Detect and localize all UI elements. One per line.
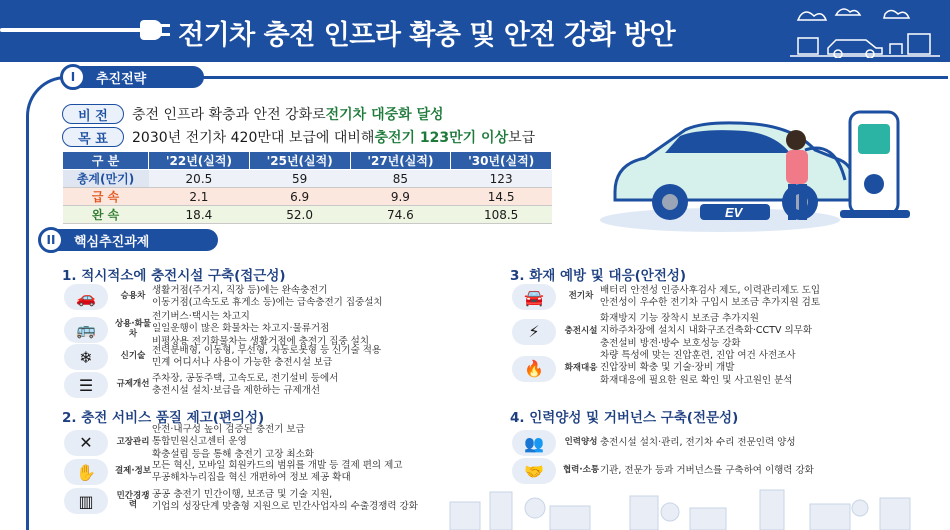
charger-target-table: [62, 151, 552, 224]
goal-badge: 목 표: [62, 127, 124, 147]
city-car-illustration-icon: [790, 4, 940, 58]
item-description: [600, 313, 812, 350]
table-header: 구 분: [63, 152, 149, 170]
item-line: 지하주차장에 설치시 내화구조건축화·CCTV 의무화: [600, 325, 813, 337]
item-label: 민간경쟁력: [116, 490, 150, 510]
category-2-title: 2. 충전 서비스 품질 제고(편의성): [62, 410, 265, 426]
list-item: [64, 372, 338, 398]
table-row: [63, 188, 552, 206]
item-line: 기업의 성장단계 맞춤형 지원으로 민간사업자의 수출경쟁력 강화: [152, 501, 418, 512]
table-cell: 123: [451, 170, 552, 188]
item-label: 규제개선: [116, 379, 150, 390]
table-cell: 52.0: [249, 206, 350, 224]
item-description: [600, 285, 820, 310]
charger-icon: ⚡: [512, 319, 556, 345]
category-3-title: 3. 화재 예방 및 대응(안전성): [510, 268, 687, 284]
list-item: [64, 344, 381, 370]
item-label: 고장관리: [116, 436, 150, 447]
table-cell: 85: [350, 170, 451, 188]
bus-icon: 🚌: [64, 317, 108, 343]
car-front-icon: 🚘: [512, 284, 556, 310]
category-4-title: 4. 인력양성 및 거버넌스 구축(전문성): [510, 410, 739, 426]
item-line: 모든 혁신, 모바일 회원카드의 범위를 개발 등 결제 편의 제고: [152, 459, 403, 471]
header-banner: [0, 0, 950, 62]
table-cell: 급 속: [63, 188, 149, 206]
vision-highlight: 전기차 대중화 달성: [325, 107, 444, 123]
plug-pin: [160, 33, 170, 36]
list-item: [64, 311, 369, 348]
item-line: 차량 특성에 맞는 진압훈련, 진압 여건 사전조사: [600, 350, 796, 361]
table-cell: 74.6: [350, 206, 451, 224]
item-description: [152, 460, 402, 485]
list-item: [64, 284, 383, 310]
table-header: '27년(실적): [350, 152, 451, 170]
plug-pin: [160, 24, 170, 27]
table-cell: 108.5: [451, 206, 552, 224]
section-2-header: [42, 229, 218, 251]
ev-charging-illustration-icon: [600, 92, 945, 237]
list-item: [512, 284, 820, 310]
vision-badge: 비 전: [62, 104, 124, 124]
plug-cable: [0, 28, 150, 32]
plug-icon: [140, 20, 162, 40]
list-item: [64, 424, 314, 461]
item-line: 배터리 안전성 인증사후검사 제도, 이력관리제도 도입: [600, 284, 821, 296]
table-cell: 14.5: [451, 188, 552, 206]
goal-text: 2030년 전기차 420만대 보급에 대비해: [132, 130, 375, 146]
item-label: 협력·소통: [562, 465, 600, 476]
item-line: 전력분배형, 이동형, 무선형, 자동로봇형 등 신기술 적용: [152, 344, 382, 356]
table-header-row: [63, 152, 552, 170]
fire-icon: 🔥: [512, 356, 556, 382]
table-cell: 18.4: [149, 206, 250, 224]
car-icon: 🚗: [64, 284, 108, 310]
hand-icon: ✋: [64, 459, 108, 485]
item-line: 일일운행이 많은 화물차는 차고지·물류거점: [152, 323, 330, 335]
item-line: 충전설비 방전·방수 보호성능 강화: [600, 337, 741, 349]
page-title: 전기차 충전 인프라 확충 및 안전 강화 방안: [178, 20, 676, 51]
table-row: [63, 170, 552, 188]
table-cell: 2.1: [149, 188, 250, 206]
item-label: 상용·화물차: [114, 319, 152, 339]
item-description: [600, 465, 814, 477]
ev-badge: EV: [725, 205, 743, 220]
chart-icon: ▥: [64, 488, 108, 514]
handshake-icon: 🤝: [512, 458, 556, 484]
section-1-label: 추진전략: [96, 71, 147, 87]
list-item: [512, 313, 812, 350]
item-description: [152, 373, 338, 398]
item-line: 무공해차누리집을 혁신 개편하여 정보 제공 확대: [152, 472, 351, 483]
city-skyline-illustration-icon: [430, 478, 950, 530]
table-cell: 총계(만기): [63, 170, 149, 188]
item-line: 비평상용 전기화물차는 생활거점에 충전기 집중 설치: [152, 335, 369, 347]
vision-text: 충전 인프라 확충과 안전 강화로: [132, 107, 326, 123]
wrench-icon: ✕: [64, 430, 108, 456]
table-header: '22년(실적): [149, 152, 250, 170]
item-line: 충전시설 설치·보급을 제한하는 규제개선: [152, 385, 321, 396]
item-line: 생활거점(주거지, 직장 등)에는 완속충전기: [152, 284, 328, 296]
item-label: 결제·정보: [114, 466, 152, 477]
table-cell: 20.5: [149, 170, 250, 188]
table-cell: 완 속: [63, 206, 149, 224]
item-label: 충전시설: [564, 325, 598, 336]
item-line: 진압장비 확충 및 기술·장비 개발: [600, 362, 735, 374]
list-item: [64, 459, 402, 485]
goal-highlight: 충전기 123만기 이상: [374, 130, 509, 146]
section-1-number: I: [60, 64, 86, 90]
list-item: [512, 430, 796, 456]
item-description: [600, 350, 796, 387]
table-header: '25년(실적): [249, 152, 350, 170]
item-label: 화재대응: [564, 362, 598, 373]
item-description: [152, 424, 314, 461]
item-line: 화재대응에 필요한 원로 확인 및 사고원인 분석: [600, 374, 793, 386]
table-cell: 6.9: [249, 188, 350, 206]
item-description: [152, 345, 381, 370]
people-icon: 👥: [512, 430, 556, 456]
item-line: 확충설립 등을 통해 충전기 고장 최소화: [152, 448, 314, 460]
table-cell: 59: [249, 170, 350, 188]
item-label: 신기술: [120, 351, 146, 362]
item-line: 공공 충전기 민간이행, 보조금 및 기술 지원,: [152, 488, 333, 500]
item-line: 주차장, 공동주택, 고속도로, 전기설비 등에서: [152, 372, 339, 384]
goal-text-end: 보급: [508, 130, 536, 146]
item-line: 민계 어디서나 사용이 가능한 충전시설 보급: [152, 357, 333, 368]
item-label: 인력양성: [564, 437, 598, 448]
item-line: 충전시설 설치·관리, 전기차 수리 전문인력 양성: [600, 436, 796, 448]
list-item: [64, 488, 418, 514]
item-line: 전기버스·택시는 차고지: [152, 311, 250, 322]
category-1-title: 1. 적시적소에 충전시설 구축(접근성): [62, 268, 286, 284]
item-line: 기관, 전문가 등과 거버넌스를 구축하여 이행력 강화: [600, 464, 814, 476]
item-line: 통합민원신고센터 운영: [152, 436, 247, 448]
item-line: 이동거점(고속도로 휴게소 등)에는 급속충전기 집중설치: [152, 297, 383, 308]
item-description: [152, 285, 383, 310]
section-2-number: II: [38, 227, 64, 253]
item-description: [600, 437, 796, 449]
item-line: 안전·내구성 높이 검증된 충전기 보급: [152, 424, 305, 435]
section-2-label: 핵심추진과제: [74, 234, 150, 250]
item-description: [152, 311, 369, 348]
table-header: '30년(실적): [451, 152, 552, 170]
item-description: [152, 489, 418, 514]
table-cell: 9.9: [350, 188, 451, 206]
document-icon: ☰: [64, 372, 108, 398]
list-item: [512, 350, 796, 387]
section-1-header: [64, 66, 204, 88]
item-label: 전기차: [568, 291, 594, 302]
item-line: 화재방지 기능 장착시 보조금 추가지원: [600, 313, 759, 324]
snowflake-icon: ❄: [64, 344, 108, 370]
item-line: 안전성이 우수한 전기차 구입시 보조금 추가지원 검토: [600, 297, 821, 308]
vision-row: [62, 104, 444, 124]
item-label: 승용차: [120, 291, 146, 302]
table-row: [63, 206, 552, 224]
goal-row: [62, 127, 535, 147]
